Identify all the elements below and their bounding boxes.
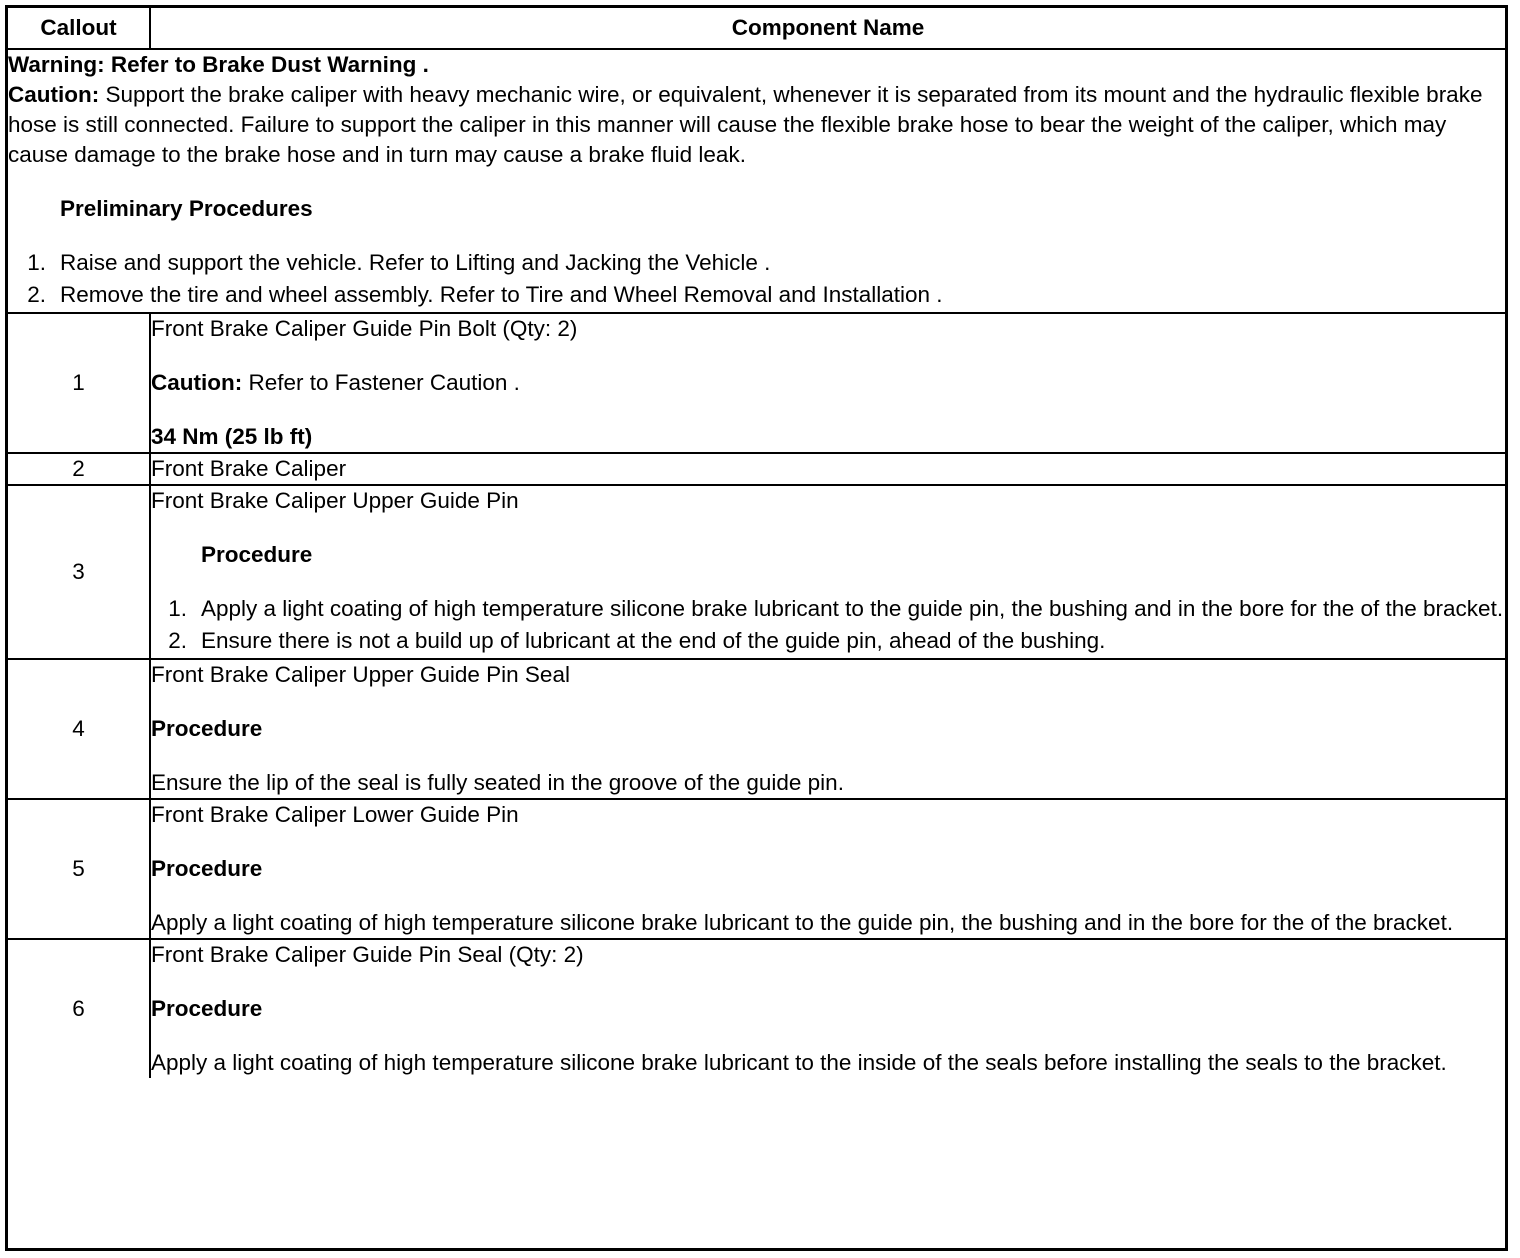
callout-cell: 1: [8, 313, 150, 453]
preliminary-procedures-heading: Preliminary Procedures: [60, 196, 313, 221]
procedure-text: Ensure the lip of the seal is fully seated in the groove of the guide pin.: [151, 770, 844, 795]
callout-cell: 2: [8, 453, 150, 485]
component-table-frame: [5, 5, 1508, 1251]
caution-label: Caution:: [8, 82, 100, 107]
component-cell: [150, 453, 1505, 485]
callout-cell: 5: [8, 799, 150, 939]
procedure-heading: Procedure: [151, 716, 263, 741]
procedure-steps-list: [151, 594, 1505, 656]
component-cell: [150, 485, 1505, 659]
intro-row: [8, 49, 1505, 313]
component-name: Front Brake Caliper Lower Guide Pin: [151, 802, 519, 827]
caution-label: Caution:: [151, 370, 243, 395]
table-row: [8, 659, 1505, 799]
step-text: Raise and support the vehicle. Refer to Lifting and Jacking the Vehicle .: [60, 250, 771, 275]
intro-cell: [8, 49, 1505, 313]
procedure-text: Apply a light coating of high temperature silicone brake lubricant to the guide pin, the bushing and in the bore for the of the bracket.: [151, 910, 1454, 935]
warning-label: Warning:: [8, 52, 105, 77]
step-text: Remove the tire and wheel assembly. Refer to Tire and Wheel Removal and Installation .: [60, 282, 943, 307]
component-name: Front Brake Caliper Guide Pin Seal (Qty: 2): [151, 942, 584, 967]
step-text: Ensure there is not a build up of lubricant at the end of the guide pin, ahead of the bushing.: [201, 628, 1106, 653]
step-text: Apply a light coating of high temperature silicone brake lubricant to the guide pin, the bushing and in the bore for the of the bracket.: [201, 596, 1504, 621]
step-number: 1.: [168, 596, 187, 621]
callout-cell: 6: [8, 939, 150, 1078]
warning-text: Refer to Brake Dust Warning .: [110, 52, 429, 77]
component-name-column-header: Component Name: [150, 8, 1505, 49]
component-cell: [150, 659, 1505, 799]
table-row: [8, 939, 1505, 1078]
callout-cell: 4: [8, 659, 150, 799]
procedure-heading: Procedure: [151, 856, 263, 881]
component-name: Front Brake Caliper Guide Pin Bolt (Qty: 2): [151, 316, 578, 341]
step-number: 2.: [27, 282, 46, 307]
table-row: [8, 313, 1505, 453]
list-item: [151, 626, 1505, 656]
caution-paragraph: [8, 80, 1505, 170]
list-item: [8, 280, 1505, 310]
caution-text: Support the brake caliper with heavy mechanic wire, or equivalent, whenever it is separated from its mount and the hydraulic flexible brake hose is still connected. Failure to support the caliper in this manner will cause the flexible brake hose to bear the weight of the caliper, which may cause damage to the brake hose and in turn may cause a brake fluid leak.: [8, 82, 1483, 167]
component-cell: [150, 313, 1505, 453]
procedure-heading: Procedure: [151, 996, 263, 1021]
caution-text: Refer to Fastener Caution .: [248, 370, 520, 395]
step-number: 2.: [168, 628, 187, 653]
component-name: Front Brake Caliper Upper Guide Pin: [151, 488, 519, 513]
preliminary-steps-list: [8, 248, 1505, 310]
component-cell: [150, 939, 1505, 1078]
component-name: Front Brake Caliper: [151, 456, 347, 481]
list-item: [8, 248, 1505, 278]
callout-column-header: Callout: [8, 8, 150, 49]
procedure-heading: Procedure: [201, 542, 313, 567]
component-cell: [150, 799, 1505, 939]
warning-line: [8, 50, 1505, 80]
step-number: 1.: [27, 250, 46, 275]
table-row: [8, 799, 1505, 939]
table-header-row: [8, 8, 1505, 49]
procedure-text: Apply a light coating of high temperature silicone brake lubricant to the inside of the seals before installing the seals to the bracket.: [151, 1050, 1447, 1075]
table-row: [8, 453, 1505, 485]
torque-spec: 34 Nm (25 lb ft): [151, 424, 313, 449]
table-row: [8, 485, 1505, 659]
component-name: Front Brake Caliper Upper Guide Pin Seal: [151, 662, 570, 687]
caution-line: [151, 368, 1505, 398]
callout-cell: 3: [8, 485, 150, 659]
component-table: [8, 8, 1505, 1078]
list-item: [151, 594, 1505, 624]
